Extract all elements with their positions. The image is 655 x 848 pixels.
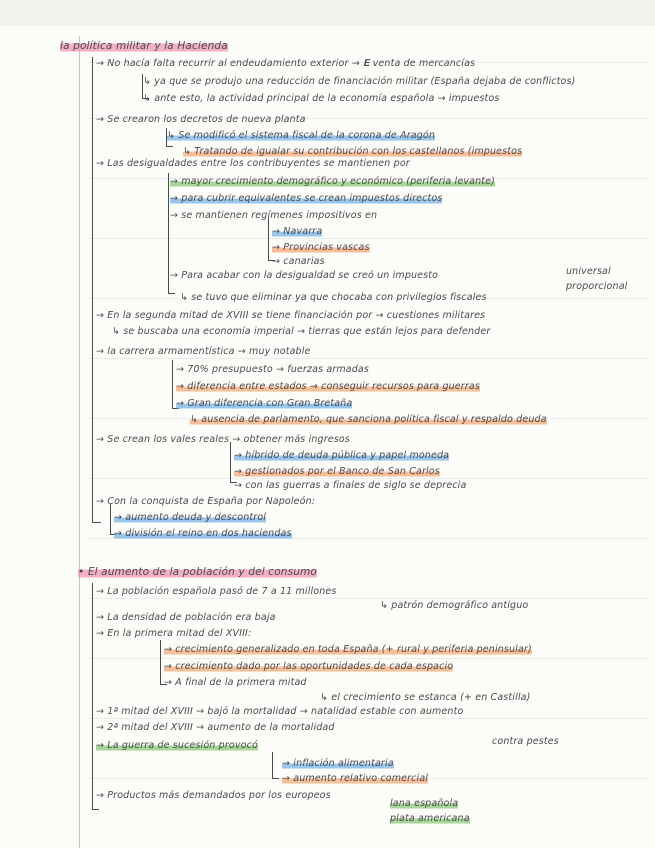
- note-line: universal: [566, 266, 611, 277]
- ruled-line: [88, 598, 648, 599]
- note-line: ↳ Tratando de igualar su contribución con los castellanos (impuestos: [183, 146, 523, 157]
- note-line: ↳ ausencia de parlamento, que sanciona política fiscal y respaldo deuda: [190, 414, 547, 425]
- ruled-line: [88, 478, 648, 479]
- note-line: proporcional: [566, 281, 628, 292]
- note-line: → inflación alimentaria: [282, 758, 394, 769]
- note-line: ↳ el crecimiento se estanca (+ en Castilla): [320, 692, 531, 703]
- note-line: ↳ ante esto, la actividad principal de la economía española → impuestos: [143, 93, 500, 104]
- note-line: → con las guerras a finales de siglo se deprecia: [234, 480, 467, 491]
- note-line: → Gran diferencia con Gran Bretaña: [176, 398, 353, 409]
- note-line: → Se crean los vales reales → obtener más ingresos: [96, 434, 350, 445]
- note-line: → división el reino en dos haciendas: [114, 528, 292, 539]
- note-line: → crecimiento dado por las oportunidades de cada espacio: [164, 661, 454, 672]
- section-heading-poblacion: • El aumento de la población y del consumo: [78, 566, 317, 578]
- note-line: → Provincias vascas: [272, 242, 370, 253]
- note-line: → Con la conquista de España por Napoleón:: [96, 496, 316, 507]
- ruled-line: [88, 718, 648, 719]
- note-line: → mayor crecimiento demográfico y económico (periferia levante): [170, 176, 495, 187]
- note-line: ↳ patrón demográfico antiguo: [380, 600, 529, 611]
- note-line: → En la primera mitad del XVIII:: [96, 628, 252, 639]
- note-line: → Las desigualdades entre los contribuyentes se mantienen por: [96, 158, 410, 169]
- note-line: → No hacía falta recurrir al endeudamiento exterior → 𝐄 venta de mercancías: [96, 58, 476, 69]
- note-line: → aumento relativo comercial: [282, 773, 429, 784]
- note-line: → diferencia entre estados → conseguir recursos para guerras: [176, 381, 480, 392]
- margin-line: [79, 36, 80, 848]
- note-line: → Navarra: [272, 226, 323, 237]
- note-line: ↳ se buscaba una economía imperial → tierras que están lejos para defender: [112, 326, 491, 337]
- note-line: → Se crearon los decretos de nueva planta: [96, 114, 306, 125]
- note-line: → La densidad de población era baja: [96, 612, 276, 623]
- note-line: → híbrido de deuda pública y papel moneda: [234, 450, 450, 461]
- note-line: → canarias: [272, 256, 325, 267]
- note-line: plata americana: [390, 813, 470, 824]
- ruled-line: [88, 658, 648, 659]
- note-line: → crecimiento generalizado en toda España (+ rural y periferia peninsular): [164, 644, 532, 655]
- note-line: contra pestes: [492, 736, 559, 747]
- note-line: → Productos más demandados por los europeos: [96, 790, 331, 801]
- ruled-line: [88, 358, 648, 359]
- outline-bracket: [92, 57, 101, 523]
- note-line: → A final de la primera mitad: [164, 677, 307, 688]
- note-line: → aumento deuda y descontrol: [114, 512, 267, 523]
- outline-bracket: [272, 752, 279, 779]
- note-line: → La población española pasó de 7 a 11 millones: [96, 586, 337, 597]
- note-line: ↳ ya que se produjo una reducción de financiación militar (España dejaba de conflictos): [143, 76, 576, 87]
- note-line: → la carrera armamentística → muy notable: [96, 346, 311, 357]
- outline-bracket: [268, 218, 275, 261]
- note-line: → Para acabar con la desigualdad se creó un impuesto: [170, 270, 439, 281]
- note-line: → 70% presupuesto → fuerzas armadas: [176, 364, 369, 375]
- note-line: → 1ª mitad del XVIII → bajó la mortalidad → natalidad estable con aumento: [96, 706, 464, 717]
- note-line: → En la segunda mitad de XVIII se tiene financiación por → cuestiones militares: [96, 310, 486, 321]
- note-line: ↳ se tuvo que eliminar ya que chocaba con privilegios fiscales: [180, 292, 487, 303]
- note-line: → gestionados por el Banco de San Carlos: [234, 466, 440, 477]
- note-line: → La guerra de sucesión provocó: [96, 740, 258, 751]
- note-line: → se mantienen regímenes impositivos en: [170, 210, 378, 221]
- note-line: lana española: [390, 798, 459, 809]
- section-heading-hacienda: la política militar y la Hacienda: [60, 40, 228, 52]
- note-line: → para cubrir equivalentes se crean impuestos directos: [170, 193, 443, 204]
- note-line: ↳ Se modificó el sistema fiscal de la corona de Aragón: [167, 130, 436, 141]
- note-line: → 2ª mitad del XVIII → aumento de la mortalidad: [96, 722, 335, 733]
